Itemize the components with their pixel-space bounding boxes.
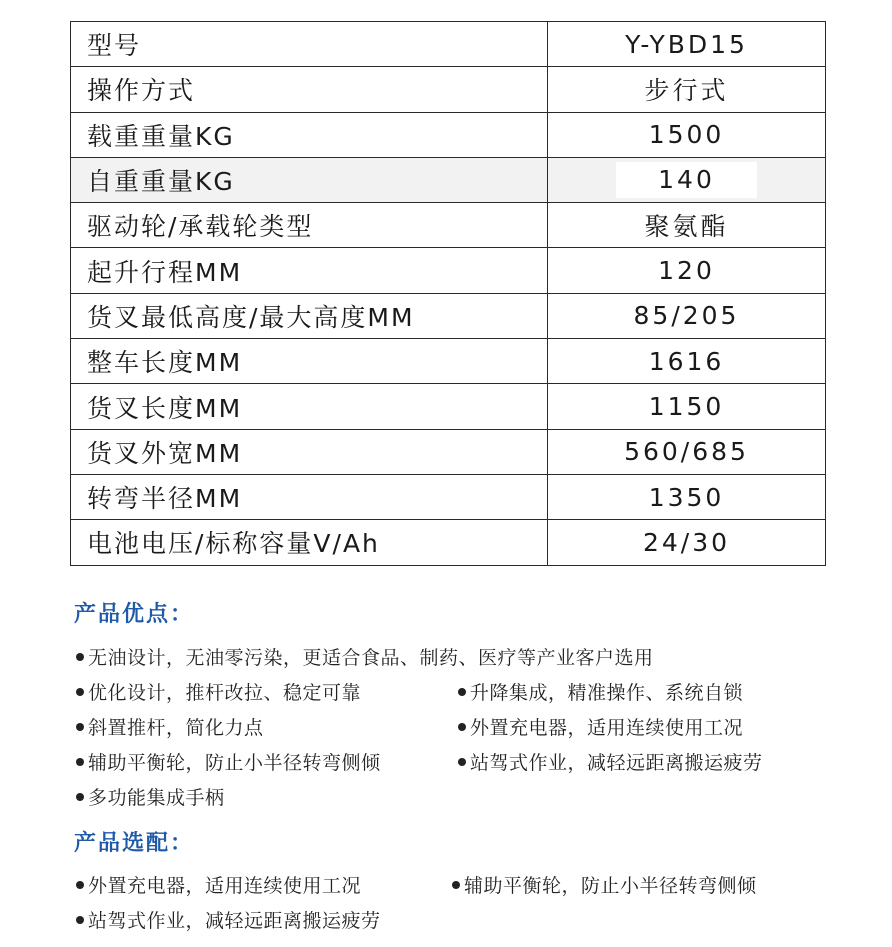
advantage-item: 优化设计，推杆改拉、稳定可靠 [76, 678, 361, 705]
options-title: 产品选配： [74, 831, 195, 856]
spec-label: 载重重量KG [71, 112, 548, 157]
bullet-dot-icon [76, 723, 84, 731]
spec-value: 85/205 [548, 293, 826, 338]
option-item: 站驾式作业，减轻远距离搬运疲劳 [76, 906, 381, 933]
spec-row [71, 157, 826, 202]
bullet-dot-icon [458, 758, 466, 766]
bullet-dot-icon [76, 881, 84, 889]
bullet-dot-icon [76, 793, 84, 801]
spec-row [71, 248, 826, 293]
spec-label: 自重重量KG [71, 157, 548, 202]
spec-label: 操作方式 [71, 67, 548, 112]
spec-label: 货叉最低高度/最大高度MM [71, 293, 548, 338]
spec-label: 整车长度MM [71, 339, 548, 384]
bullet-dot-icon [452, 881, 460, 889]
spec-value: Y-YBD15 [548, 22, 826, 67]
spec-value: 560/685 [548, 429, 826, 474]
spec-row [71, 293, 826, 338]
spec-value: 1616 [548, 339, 826, 384]
spec-value: 聚氨酯 [548, 203, 826, 248]
spec-value: 1350 [548, 474, 826, 519]
bullet-dot-icon [458, 688, 466, 696]
spec-label: 电池电压/标称容量V/Ah [71, 520, 548, 565]
spec-value: 1500 [548, 112, 826, 157]
advantage-item: 多功能集成手柄 [76, 783, 225, 810]
option-item: 辅助平衡轮，防止小半径转弯侧倾 [452, 871, 757, 898]
advantage-item: 辅助平衡轮，防止小半径转弯侧倾 [76, 748, 381, 775]
spec-table-body [71, 22, 826, 566]
advantage-item: 站驾式作业，减轻远距离搬运疲劳 [458, 748, 763, 775]
spec-row [71, 112, 826, 157]
spec-row [71, 339, 826, 384]
spec-table [70, 21, 826, 566]
spec-row [71, 67, 826, 112]
bullet-dot-icon [458, 723, 466, 731]
spec-label: 货叉外宽MM [71, 429, 548, 474]
spec-value: 24/30 [548, 520, 826, 565]
spec-value: 步行式 [548, 67, 826, 112]
spec-row [71, 520, 826, 565]
spec-label: 转弯半径MM [71, 474, 548, 519]
advantage-item: 斜置推杆，简化力点 [76, 713, 264, 740]
advantage-item: 无油设计，无油零污染，更适合食品、制药、医疗等产业客户选用 [76, 643, 654, 670]
spec-label: 起升行程MM [71, 248, 548, 293]
bullet-dot-icon [76, 653, 84, 661]
spec-label: 型号 [71, 22, 548, 67]
spec-row [71, 203, 826, 248]
spec-row [71, 429, 826, 474]
bullet-dot-icon [76, 916, 84, 924]
spec-row [71, 384, 826, 429]
advantage-item: 外置充电器，适用连续使用工况 [458, 713, 743, 740]
spec-value-text: 140 [616, 162, 757, 198]
spec-label: 驱动轮/承载轮类型 [71, 203, 548, 248]
spec-value: 120 [548, 248, 826, 293]
bullet-dot-icon [76, 758, 84, 766]
spec-row [71, 474, 826, 519]
advantage-item: 升降集成，精准操作、系统自锁 [458, 678, 743, 705]
spec-value: 1150 [548, 384, 826, 429]
spec-label: 货叉长度MM [71, 384, 548, 429]
advantages-title: 产品优点： [74, 602, 195, 627]
option-item: 外置充电器，适用连续使用工况 [76, 871, 361, 898]
bullet-dot-icon [76, 688, 84, 696]
spec-row [71, 22, 826, 67]
spec-value [548, 157, 826, 202]
